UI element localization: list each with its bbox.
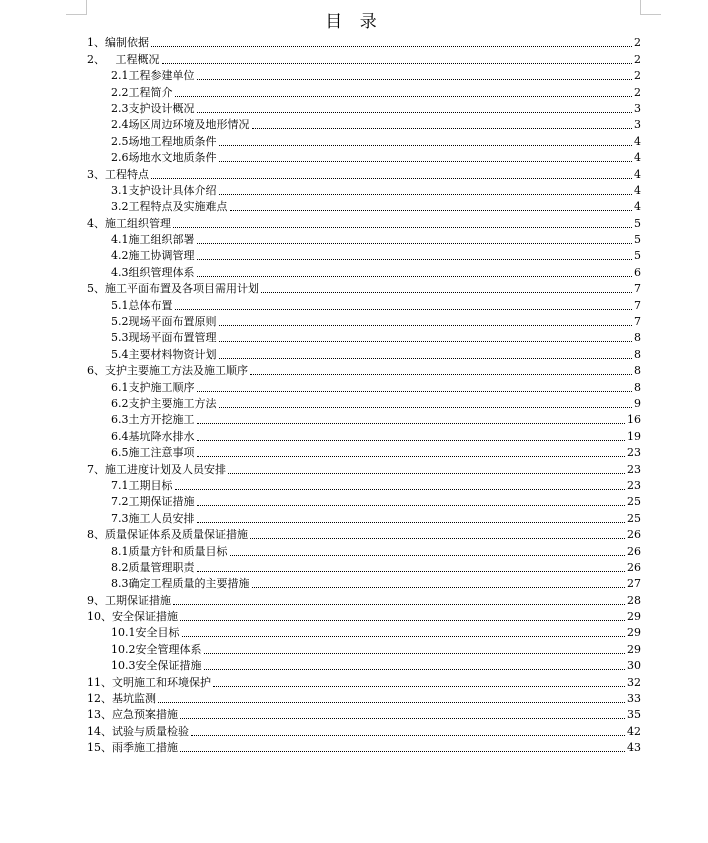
toc-entry-number: 13、 (87, 708, 112, 722)
toc-entry-number: 7.3 (111, 511, 129, 525)
toc-subentry[interactable] (87, 198, 641, 214)
toc-page-number: 8 (634, 347, 641, 361)
toc-subentry[interactable] (87, 509, 641, 525)
toc-entry-number: 8.2 (111, 560, 129, 574)
toc-dot-leader (230, 554, 626, 556)
toc-dot-leader (158, 701, 625, 703)
toc-page-number: 33 (627, 692, 641, 706)
toc-entry-title: 施工组织部署 (128, 233, 195, 247)
toc-page-number: 23 (627, 462, 641, 476)
toc-subentry[interactable] (87, 345, 641, 361)
toc-dot-leader (197, 422, 626, 424)
toc-page-number: 23 (627, 478, 641, 492)
toc-dot-leader (197, 455, 626, 457)
toc-entry-number: 3、 (87, 167, 105, 181)
toc-entry-number: 6.2 (111, 396, 129, 410)
toc-subentry[interactable] (87, 329, 641, 345)
toc-entry-number: 2.4 (111, 118, 129, 132)
toc-page-number: 2 (634, 36, 641, 50)
toc-dot-leader (175, 95, 633, 97)
toc-page-number: 7 (634, 282, 641, 296)
toc-entry[interactable] (87, 673, 641, 689)
toc-entry-title: 质量方针和质量目标 (128, 544, 228, 558)
toc-entry-number: 5.2 (111, 315, 129, 329)
toc-entry-title: 编制依据 (105, 36, 149, 50)
toc-entry-title: 工程概况 (105, 52, 160, 66)
toc-dot-leader (230, 209, 633, 211)
toc-dot-leader (219, 324, 633, 326)
toc-subentry[interactable] (87, 477, 641, 493)
toc-dot-leader (213, 685, 625, 687)
toc-entry-number: 2.1 (111, 69, 129, 83)
toc-page-number: 8 (634, 364, 641, 378)
toc-dot-leader (250, 373, 632, 375)
toc-page-number: 4 (634, 151, 641, 165)
toc-page-number: 4 (634, 167, 641, 181)
toc-entry-number: 6.1 (111, 380, 129, 394)
toc-entry-title: 支护主要施工方法 (128, 396, 217, 410)
toc-entry-number: 3.2 (111, 200, 129, 214)
toc-entry-title: 土方开挖施工 (128, 413, 195, 427)
toc-entry[interactable] (87, 526, 641, 542)
toc-entry-number: 2、 (87, 52, 105, 66)
toc-subentry[interactable] (87, 263, 641, 279)
toc-subentry[interactable] (87, 575, 641, 591)
toc-entry[interactable] (87, 722, 641, 738)
toc-entry-number: 8.1 (111, 544, 129, 558)
toc-entry-number: 6.5 (111, 446, 129, 460)
toc-page-number: 29 (627, 610, 641, 624)
toc-subentry[interactable] (87, 182, 641, 198)
toc-entry-number: 4.3 (111, 265, 129, 279)
toc-entry-title: 主要材料物资计划 (128, 347, 217, 361)
toc-entry[interactable] (87, 591, 641, 607)
toc-entry-number: 10.2 (111, 642, 136, 656)
toc-entry-number: 2.5 (111, 134, 129, 148)
toc-subentry[interactable] (87, 67, 641, 83)
toc-entry-number: 7.2 (111, 495, 129, 509)
toc-page-number: 4 (634, 183, 641, 197)
toc-page-number: 8 (634, 380, 641, 394)
toc-entry-title: 安全保证措施 (112, 610, 178, 624)
toc-entry[interactable] (87, 706, 641, 722)
toc-entry[interactable] (87, 608, 641, 624)
toc-page-number: 2 (634, 52, 641, 66)
toc-dot-leader (250, 537, 625, 539)
toc-dot-leader (197, 111, 633, 113)
toc-subentry[interactable] (87, 559, 641, 575)
toc-page-number: 42 (627, 724, 641, 738)
toc-entry-number: 1、 (87, 36, 105, 50)
toc-entry-title: 雨季施工措施 (112, 741, 178, 755)
toc-entry-title: 质量管理职责 (128, 560, 195, 574)
toc-entry-title: 工程简介 (128, 85, 173, 99)
toc-entry-title: 确定工程质量的主要措施 (128, 577, 250, 591)
toc-dot-leader (228, 472, 625, 474)
toc-subentry[interactable] (87, 411, 641, 427)
toc-entry-title: 支护设计具体介绍 (128, 183, 217, 197)
toc-page-number: 29 (627, 642, 641, 656)
toc-page-number: 32 (627, 675, 641, 689)
toc-subentry[interactable] (87, 296, 641, 312)
toc-subentry[interactable] (87, 247, 641, 263)
toc-dot-leader (261, 291, 632, 293)
toc-subentry[interactable] (87, 493, 641, 509)
toc-page-number: 2 (634, 85, 641, 99)
toc-dot-leader (175, 308, 633, 310)
toc-entry[interactable] (87, 50, 641, 66)
toc-page-number: 8 (634, 331, 641, 345)
toc-entry[interactable] (87, 214, 641, 230)
toc-entry-number: 7.1 (111, 478, 129, 492)
toc-entry-title: 施工协调管理 (128, 249, 195, 263)
toc-dot-leader (197, 521, 626, 523)
toc-entry-number: 10.1 (111, 626, 136, 640)
toc-subentry[interactable] (87, 313, 641, 329)
toc-entry-title: 应急预案措施 (112, 708, 178, 722)
toc-entry-number: 5、 (87, 282, 105, 296)
toc-entry-number: 6.3 (111, 413, 129, 427)
toc-page-number: 35 (627, 708, 641, 722)
toc-entry-number: 4.2 (111, 249, 129, 263)
toc-entry-title: 施工人员安排 (128, 511, 195, 525)
toc-subentry[interactable] (87, 132, 641, 148)
toc-entry-number: 6、 (87, 364, 105, 378)
toc-dot-leader (197, 258, 633, 260)
toc-entry-title: 支护施工顺序 (128, 380, 195, 394)
toc-subentry[interactable] (87, 640, 641, 656)
toc-entry-number: 2.2 (111, 85, 129, 99)
toc-entry-number: 6.4 (111, 429, 129, 443)
toc-entry-number: 10、 (87, 610, 112, 624)
toc-subentry[interactable] (87, 100, 641, 116)
toc-subentry[interactable] (87, 427, 641, 443)
toc-page-number: 5 (634, 233, 641, 247)
toc-entry[interactable] (87, 34, 641, 50)
toc-subentry[interactable] (87, 395, 641, 411)
toc-entry-title: 总体布置 (128, 298, 173, 312)
toc-entry-title: 工程参建单位 (128, 69, 195, 83)
toc-entry-number: 7、 (87, 462, 105, 476)
toc-dot-leader (197, 242, 633, 244)
toc-page-number: 5 (634, 216, 641, 230)
toc-dot-leader (219, 160, 633, 162)
toc-page-number: 23 (627, 446, 641, 460)
toc-entry-number: 15、 (87, 741, 112, 755)
toc-entry-title: 现场平面布置管理 (128, 331, 217, 345)
toc-page-number: 16 (627, 413, 641, 427)
toc-entry[interactable] (87, 362, 641, 378)
toc-page-number: 26 (627, 560, 641, 574)
toc-page-number: 43 (627, 741, 641, 755)
toc-entry-number: 8.3 (111, 577, 129, 591)
toc-entry-title: 质量保证体系及质量保证措施 (105, 528, 248, 542)
toc-entry-number: 4、 (87, 216, 105, 230)
toc-entry-number: 5.1 (111, 298, 129, 312)
toc-subentry[interactable] (87, 657, 641, 673)
toc-entry[interactable] (87, 165, 641, 181)
toc-entry-title: 试验与质量检验 (112, 724, 189, 738)
toc-entry-title: 工期目标 (128, 478, 173, 492)
toc-entry-number: 2.6 (111, 151, 129, 165)
toc-entry[interactable] (87, 460, 641, 476)
toc-entry-number: 11、 (87, 675, 112, 689)
toc-entry-title: 场区周边环境及地形情况 (128, 118, 250, 132)
toc-dot-leader (180, 619, 625, 621)
toc-dot-leader (180, 750, 625, 752)
toc-page-number: 5 (634, 249, 641, 263)
toc-dot-leader (252, 127, 633, 129)
toc-dot-leader (197, 504, 626, 506)
toc-entry-title: 支护设计概况 (128, 101, 195, 115)
toc-dot-leader (173, 603, 625, 605)
toc-entry-number: 3.1 (111, 183, 129, 197)
toc-subentry[interactable] (87, 83, 641, 99)
toc-dot-leader (180, 717, 625, 719)
toc-dot-leader (175, 488, 626, 490)
toc-subentry[interactable] (87, 444, 641, 460)
toc-dot-leader (197, 78, 633, 80)
toc-entry-title: 工期保证措施 (105, 593, 171, 607)
toc-entry-title: 安全管理体系 (135, 642, 202, 656)
toc-page-number: 4 (634, 200, 641, 214)
toc-entry[interactable] (87, 280, 641, 296)
toc-entry-title: 现场平面布置原则 (128, 315, 217, 329)
toc-entry-number: 12、 (87, 692, 112, 706)
toc-dot-leader (219, 357, 633, 359)
toc-entry-title: 组织管理体系 (128, 265, 195, 279)
toc-entry-title: 工程特点 (105, 167, 149, 181)
toc-subentry[interactable] (87, 116, 641, 132)
toc-subentry[interactable] (87, 149, 641, 165)
toc-dot-leader (151, 177, 632, 179)
toc-entry[interactable] (87, 690, 641, 706)
toc-entry-title: 施工组织管理 (105, 216, 171, 230)
toc-entry-title: 安全目标 (135, 626, 180, 640)
toc-page-number: 25 (627, 495, 641, 509)
toc-dot-leader (197, 439, 626, 441)
toc-entry-number: 2.3 (111, 101, 129, 115)
toc-entry-title: 施工注意事项 (128, 446, 195, 460)
table-of-contents (87, 34, 641, 755)
toc-entry-number: 5.4 (111, 347, 129, 361)
toc-page-number: 9 (634, 396, 641, 410)
toc-entry-title: 工期保证措施 (128, 495, 195, 509)
toc-dot-leader (219, 144, 633, 146)
toc-dot-leader (151, 45, 632, 47)
toc-dot-leader (173, 226, 632, 228)
toc-entry-title: 文明施工和环境保护 (112, 675, 211, 689)
toc-dot-leader (197, 390, 633, 392)
toc-page-number: 28 (627, 593, 641, 607)
toc-page-number: 19 (627, 429, 641, 443)
toc-subentry[interactable] (87, 624, 641, 640)
toc-dot-leader (162, 62, 633, 64)
toc-page-number: 27 (627, 577, 641, 591)
toc-page-number: 3 (634, 101, 641, 115)
toc-dot-leader (204, 652, 626, 654)
toc-entry-title: 施工平面布置及各项目需用计划 (105, 282, 259, 296)
toc-page-number: 26 (627, 544, 641, 558)
toc-page-number: 29 (627, 626, 641, 640)
toc-dot-leader (219, 193, 633, 195)
toc-entry-number: 4.1 (111, 233, 129, 247)
toc-dot-leader (219, 340, 633, 342)
toc-dot-leader (252, 586, 626, 588)
toc-page-number: 25 (627, 511, 641, 525)
toc-entry-number: 14、 (87, 724, 112, 738)
toc-entry-number: 8、 (87, 528, 105, 542)
toc-page-number: 7 (634, 298, 641, 312)
toc-page-number: 4 (634, 134, 641, 148)
toc-entry-number: 9、 (87, 593, 105, 607)
toc-entry-title: 场地工程地质条件 (128, 134, 217, 148)
toc-subentry[interactable] (87, 378, 641, 394)
toc-dot-leader (182, 635, 626, 637)
toc-entry-number: 10.3 (111, 659, 136, 673)
toc-page-number: 6 (634, 265, 641, 279)
toc-dot-leader (197, 570, 626, 572)
toc-entry-title: 安全保证措施 (135, 659, 202, 673)
toc-dot-leader (204, 668, 626, 670)
toc-entry-title: 施工进度计划及人员安排 (105, 462, 226, 476)
toc-entry-title: 工程特点及实施难点 (128, 200, 228, 214)
toc-dot-leader (219, 406, 633, 408)
toc-entry-title: 基坑监测 (112, 692, 156, 706)
toc-entry-title: 场地水文地质条件 (128, 151, 217, 165)
toc-dot-leader (191, 734, 625, 736)
toc-page-number: 26 (627, 528, 641, 542)
toc-page-number: 30 (627, 659, 641, 673)
toc-page-number: 2 (634, 69, 641, 83)
toc-entry-number: 5.3 (111, 331, 129, 345)
toc-entry-title: 支护主要施工方法及施工顺序 (105, 364, 248, 378)
toc-entry[interactable] (87, 739, 641, 755)
toc-subentry[interactable] (87, 231, 641, 247)
toc-subentry[interactable] (87, 542, 641, 558)
toc-dot-leader (197, 275, 633, 277)
toc-page-number: 7 (634, 315, 641, 329)
toc-page-number: 3 (634, 118, 641, 132)
toc-heading: 目 录 (325, 12, 383, 32)
toc-entry-title: 基坑降水排水 (128, 429, 195, 443)
